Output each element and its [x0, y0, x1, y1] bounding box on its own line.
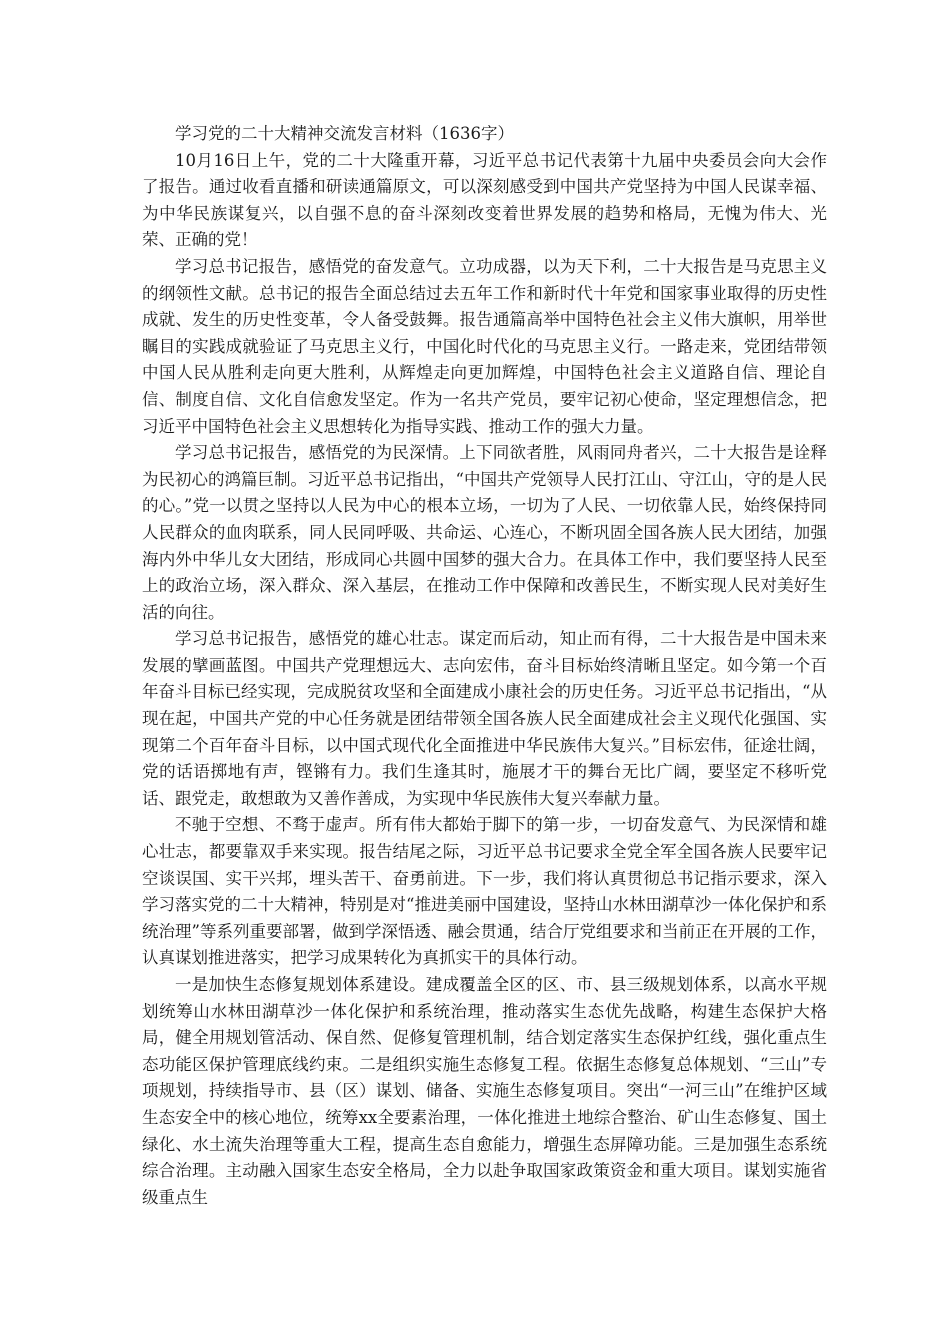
- paragraph-measures: 一是加快生态修复规划体系建设。建成覆盖全区的区、市、县三级规划体系，以高水平规划统筹山水林田湖草沙一体化保护和系统治理，推动落实生态优先战略，构建生态保护大格局，健全用规划管活动、保自然、促修复管理机制，结合划定落实生态保护红线，强化重点生态功能区保护管理底线约束。二是组织实施生态修复工程。依据生态修复总体规划、“三山”专项规划，持续指导市、县（区）谋划、储备、实施生态修复项目。突出“一河三山”在维护区域生态安全中的核心地位，统筹xx全要素治理，一体化推进土地综合整治、矿山生态修复、国土绿化、水土流失治理等重大工程，提高生态自愈能力，增强生态屏障功能。三是加强生态系统综合治理。主动融入国家生态安全格局，全力以赴争取国家政策资金和重大项目。谋划实施省级重点生: [142, 975, 827, 1207]
- paragraph-opening: 10月16日上午，党的二十大隆重开幕，习近平总书记代表第十九届中央委员会向大会作了报告。通过收看直播和研读通篇原文，可以深刻感受到中国共产党坚持为中国人民谋幸福、为中华民族谋复兴，以自强不息的奋斗深刻改变着世界发展的趋势和格局，无愧为伟大、光荣、正确的党！: [142, 150, 827, 250]
- document-title: 学习党的二十大精神交流发言材料（1636字）: [175, 124, 514, 143]
- paragraph-action: 不驰于空想、不骛于虚声。所有伟大都始于脚下的第一步，一切奋发意气、为民深情和雄心壮志，都要靠双手来实现。报告结尾之际，习近平总书记要求全党全军全国各族人民要牢记空谈误国、实干兴邦，埋头苦干、奋勇前进。下一步，我们将认真贯彻总书记指示要求，深入学习落实党的二十大精神，特别是对“推进美丽中国建设，坚持山水林田湖草沙一体化保护和系统治理”等系列重要部署，做到学深悟透、融会贯通，结合厅党组要求和当前正在开展的工作，认真谋划推进落实，把学习成果转化为真抓实干的具体行动。: [142, 815, 827, 968]
- paragraph-people: 学习总书记报告，感悟党的为民深情。上下同欲者胜，风雨同舟者兴，二十大报告是诠释为民初心的鸿篇巨制。习近平总书记指出，“中国共产党领导人民打江山、守江山，守的是人民的心。”党一以贯之坚持以人民为中心的根本立场，一切为了人民、一切依靠人民，始终保持同人民群众的血肉联系，同人民同呼吸、共命运、心连心，不断巩固全国各族人民大团结，加强海内外中华儿女大团结，形成同心共圆中国梦的强大合力。在具体工作中，我们要坚持人民至上的政治立场，深入群众、深入基层，在推动工作中保障和改善民生，不断实现人民对美好生活的向往。: [142, 443, 827, 622]
- paragraph-vigor: 学习总书记报告，感悟党的奋发意气。立功成器，以为天下利，二十大报告是马克思主义的纲领性文献。总书记的报告全面总结过去五年工作和新时代十年党和国家事业取得的历史性成就、发生的历史性变革，令人备受鼓舞。报告通篇高举中国特色社会主义伟大旗帜，用举世瞩目的实践成就验证了马克思主义行，中国化时代化的马克思主义行。一路走来，党团结带领中国人民从胜利走向更大胜利，从辉煌走向更加辉煌，中国特色社会主义道路自信、理论自信、制度自信、文化自信愈发坚定。作为一名共产党员，要牢记初心使命，坚定理想信念，把习近平中国特色社会主义思想转化为指导实践、推动工作的强大力量。: [142, 256, 827, 436]
- document-body: [142, 121, 827, 1211]
- paragraph-ambition: 学习总书记报告，感悟党的雄心壮志。谋定而后动，知止而有得，二十大报告是中国未来发展的擘画蓝图。中国共产党理想远大、志向宏伟，奋斗目标始终清晰且坚定。如今第一个百年奋斗目标已经实现，完成脱贫攻坚和全面建成小康社会的历史任务。习近平总书记指出，“从现在起，中国共产党的中心任务就是团结带领全国各族人民全面建成社会主义现代化强国、实现第二个百年奋斗目标，以中国式现代化全面推进中华民族伟大复兴。”目标宏伟，征途壮阔，党的话语掷地有声，铿锵有力。我们生逢其时，施展才干的舞台无比广阔，要坚定不移听党话、跟党走，敢想敢为又善作善成，为实现中华民族伟大复兴奉献力量。: [142, 629, 827, 808]
